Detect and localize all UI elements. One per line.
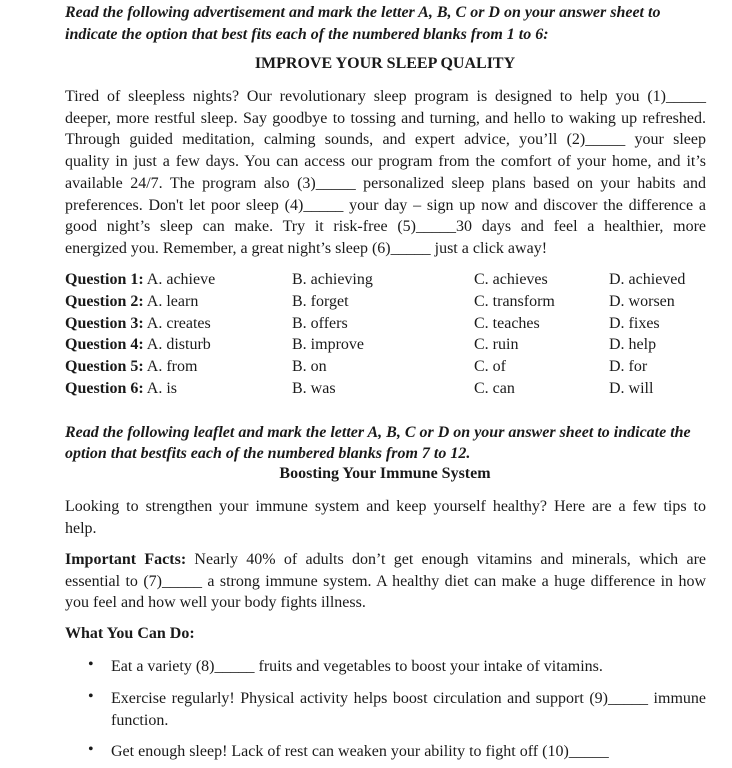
option-b: B. improve: [292, 336, 364, 353]
option-a: A. creates: [146, 315, 211, 332]
intro-line: Looking to strengthen your immune system and keep yourself healthy? Here are a few tips to: [65, 498, 706, 515]
bullet-dot-icon: •: [88, 656, 94, 673]
passage-line: preferences. Don't let poor sleep (4)_____ your day – sign up now and discover the difference a: [65, 196, 706, 214]
option-c: C. transform: [474, 293, 555, 310]
option-b: B. offers: [292, 315, 348, 332]
facts-line: you feel and how well your body fights illness.: [65, 594, 366, 612]
option-d: D. for: [609, 358, 648, 375]
tip-line: Exercise regularly! Physical activity helps boost circulation and support (9)_____ immune: [111, 690, 706, 707]
option-a: A. achieve: [146, 271, 216, 288]
tip-line: Get enough sleep! Lack of rest can weaken your ability to fight off (10)_____: [111, 743, 609, 760]
facts-label: Important Facts:: [65, 551, 187, 568]
passage-line: Tired of sleepless nights? Our revolutionary sleep program is designed to help you (1)_____: [65, 88, 706, 105]
option-b: B. forget: [292, 293, 349, 310]
option-b: B. was: [292, 380, 336, 397]
section1-instruction-line2: indicate the option that best fits each of the numbered blanks from 1 to 6:: [65, 26, 549, 43]
question-label: Question 4:: [65, 336, 144, 353]
option-d: D. help: [609, 336, 657, 353]
question-label: Question 5:: [65, 358, 144, 375]
bullet-dot-icon: •: [88, 688, 94, 705]
option-c: C. achieves: [474, 271, 548, 288]
tip-line: Eat a variety (8)_____ fruits and vegetables to boost your intake of vitamins.: [111, 658, 603, 675]
question-label: Question 2:: [65, 293, 144, 310]
passage-line: energized you. Remember, a great night’s sleep (6)_____ just a click away!: [65, 239, 548, 257]
option-a: A. disturb: [146, 336, 211, 353]
option-b: B. on: [292, 358, 327, 375]
tip-line: function.: [111, 712, 169, 729]
option-b: B. achieving: [292, 271, 373, 288]
option-a: A. is: [146, 380, 178, 397]
option-a: A. learn: [146, 293, 199, 310]
intro-line: help.: [65, 519, 97, 537]
passage-line: quality in just a few days. You can access our program from the comfort of your home, and it’s: [65, 153, 706, 171]
section2-instruction-line1: Read the following leaflet and mark the letter A, B, C or D on your answer sheet to indicate the: [65, 424, 691, 441]
section2-intro: [65, 496, 706, 539]
option-a: A. from: [146, 358, 198, 375]
passage-line: good night’s sleep can make. Try it risk-free (5)_____30 days and feel a healthier, more: [65, 218, 706, 236]
bullet-dot-icon: •: [88, 741, 94, 758]
section1-instruction-line1: Read the following advertisement and mark the letter A, B, C or D on your answer sheet to: [65, 4, 661, 21]
what-you-can-do-heading: What You Can Do:: [65, 625, 195, 642]
section2-facts: [65, 549, 706, 614]
option-d: D. achieved: [609, 271, 686, 288]
option-c: C. can: [474, 380, 515, 397]
section1-title: IMPROVE YOUR SLEEP QUALITY: [254, 55, 516, 72]
section2-title: Boosting Your Immune System: [279, 465, 491, 482]
option-d: D. worsen: [609, 293, 675, 310]
option-c: C. teaches: [474, 315, 540, 332]
facts-line: essential to (7)_____ a strong immune system. A healthy diet can make a huge difference in how: [65, 572, 706, 590]
question-label: Question 1:: [65, 271, 144, 288]
option-d: D. fixes: [609, 315, 660, 332]
section2-instruction-line2: option that bestfits each of the numbered blanks from 7 to 12.: [65, 445, 471, 462]
option-c: C. of: [474, 358, 506, 375]
section1-passage: [65, 86, 706, 260]
option-d: D. will: [609, 380, 654, 397]
option-c: C. ruin: [474, 336, 519, 353]
passage-line: Through guided meditation, calming sounds, and expert advice, you’ll (2)_____ your sleep: [65, 131, 706, 149]
question-label: Question 3:: [65, 315, 144, 332]
passage-line: available 24/7. The program also (3)_____ personalized sleep plans based on your habits and: [65, 174, 706, 192]
passage-line: deeper, more restful sleep. Say goodbye to tossing and turning, and hello to waking up refreshed.: [65, 109, 706, 127]
question-label: Question 6:: [65, 380, 144, 397]
facts-line: Nearly 40% of adults don’t get enough vitamins and minerals, which are: [186, 551, 706, 568]
